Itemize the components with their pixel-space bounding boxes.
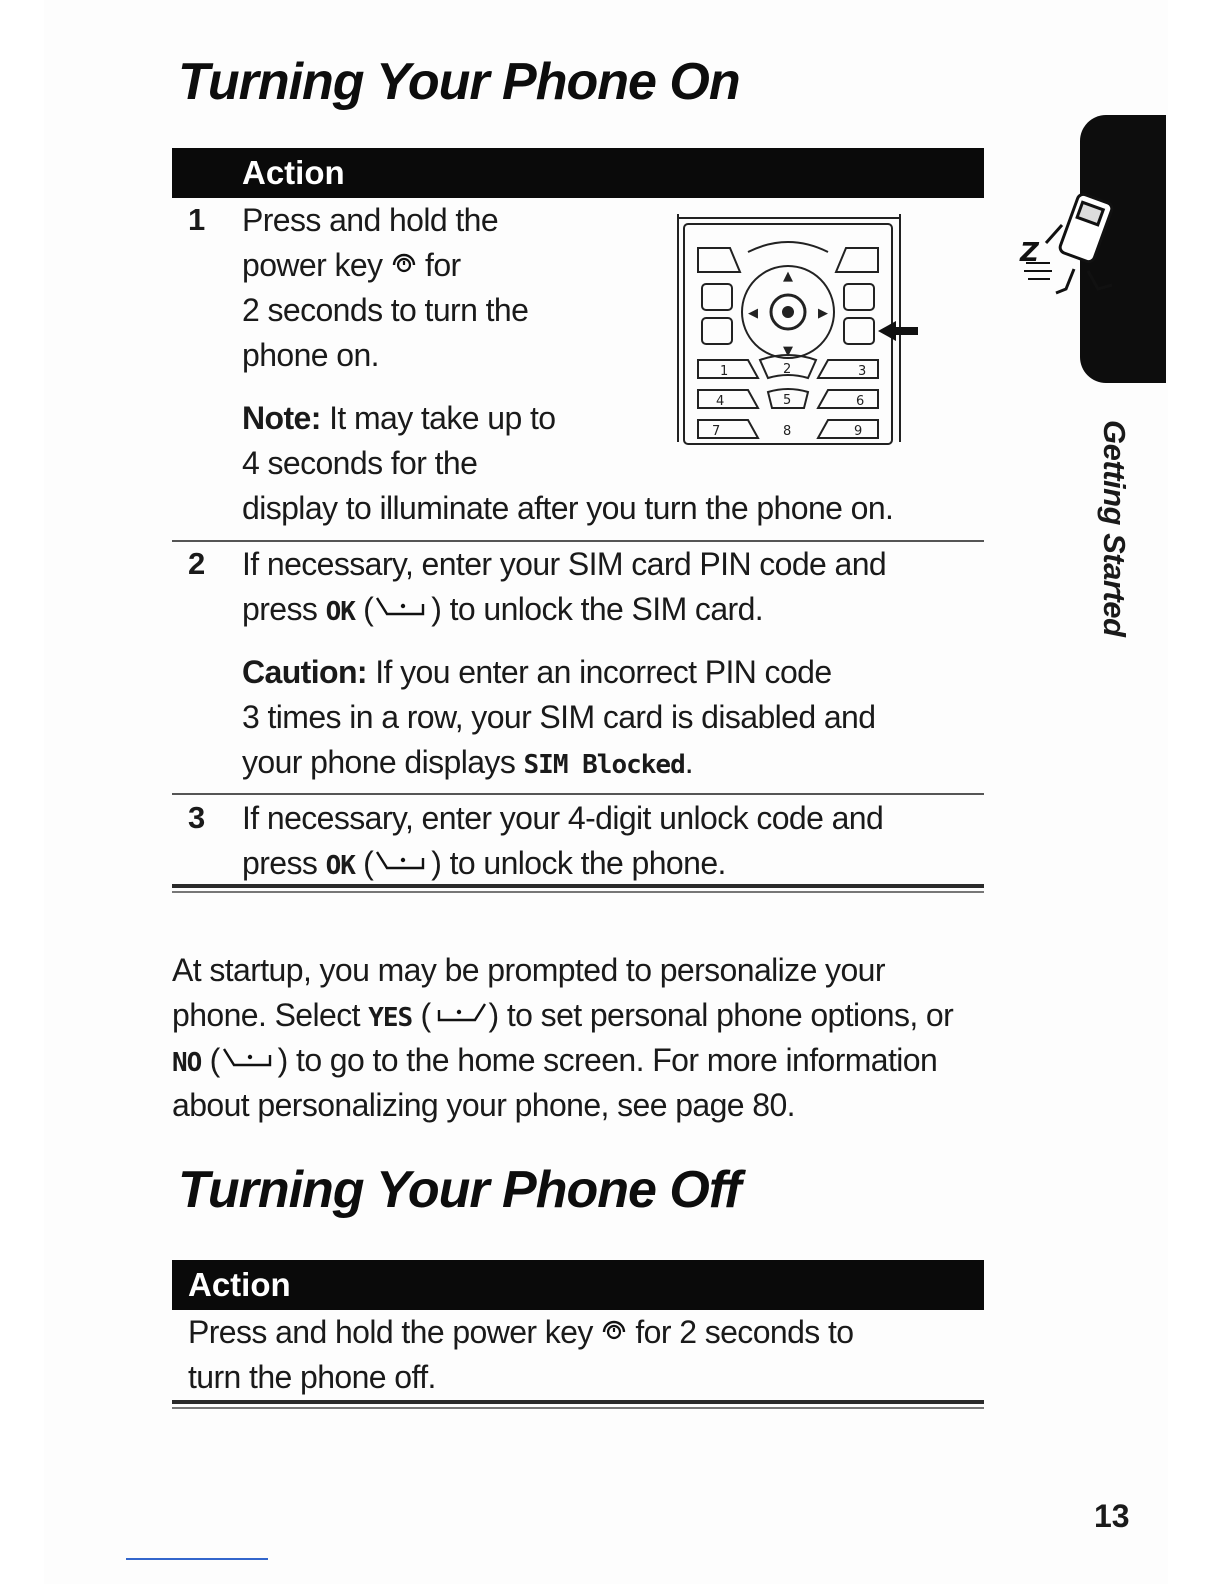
step-text: press OK ( ) to unlock the SIM card. — [242, 591, 764, 627]
running-phone-icon — [1016, 185, 1136, 305]
section-title-turn-on: Turning Your Phone On — [178, 53, 740, 111]
step-text: power key for — [242, 243, 461, 289]
svg-text:▼: ▼ — [783, 344, 793, 359]
row-divider — [172, 793, 984, 795]
step-number: 2 — [188, 546, 206, 581]
step-number: 1 — [188, 202, 206, 237]
display-message: SIM Blocked — [523, 750, 685, 780]
svg-text:9: 9 — [854, 424, 863, 439]
action-header: Action — [172, 148, 984, 198]
svg-text:▶: ▶ — [818, 306, 828, 321]
right-soft-key-icon — [373, 591, 431, 627]
softkey-label: OK — [325, 597, 355, 627]
caution-text: your phone displays SIM Blocked. — [242, 744, 694, 780]
phone-keypad-illustration — [668, 210, 918, 450]
caution-label: Caution: — [242, 654, 367, 690]
paragraph-line: At startup, you may be prompted to personalize your — [172, 952, 885, 988]
step-text: turn the phone off. — [188, 1359, 436, 1395]
svg-text:4: 4 — [716, 394, 725, 409]
svg-text:6: 6 — [856, 394, 865, 409]
table-end-rule — [172, 884, 984, 888]
note-label: Note: — [242, 400, 321, 436]
paragraph-line: phone. Select YES ( ) to set personal phone options, or — [172, 997, 954, 1033]
softkey-label: OK — [325, 851, 355, 881]
svg-text:▲: ▲ — [783, 269, 793, 284]
caution-text: Caution: If you enter an incorrect PIN code — [242, 654, 832, 690]
softkey-label: NO — [172, 1048, 202, 1078]
step-text: If necessary, enter your 4-digit unlock code and — [242, 800, 884, 836]
caution-text: 3 times in a row, your SIM card is disabled and — [242, 699, 876, 735]
svg-text:7: 7 — [712, 424, 721, 439]
step-text: 2 seconds to turn the — [242, 292, 529, 328]
table-end-rule — [172, 1400, 984, 1404]
left-soft-key-icon — [431, 997, 489, 1033]
note-text: Note: It may take up to — [242, 400, 556, 436]
svg-text:◀: ◀ — [748, 306, 758, 321]
softkey-label: YES — [368, 1003, 413, 1033]
page-number: 13 — [1094, 1498, 1130, 1534]
svg-text:Z: Z — [1020, 238, 1039, 268]
note-text: display to illuminate after you turn the phone on. — [242, 490, 894, 526]
step-text: press OK ( ) to unlock the phone. — [242, 845, 726, 881]
svg-text:2: 2 — [783, 362, 792, 377]
step-number: 3 — [188, 800, 206, 835]
right-soft-key-icon — [373, 845, 431, 881]
svg-text:5: 5 — [783, 393, 792, 408]
power-key-icon — [601, 1311, 627, 1356]
step-text: Press and hold the — [242, 202, 499, 238]
power-key-icon — [391, 244, 417, 289]
step-text: phone on. — [242, 337, 379, 373]
svg-text:1: 1 — [720, 364, 729, 379]
svg-text:3: 3 — [858, 364, 867, 379]
svg-text:8: 8 — [783, 424, 792, 439]
paragraph-line: about personalizing your phone, see page 80. — [172, 1087, 795, 1123]
chapter-label: Getting Started — [1097, 420, 1132, 637]
bottom-divider — [126, 1558, 268, 1560]
note-text: 4 seconds for the — [242, 445, 478, 481]
right-soft-key-icon — [220, 1042, 278, 1078]
step-text: Press and hold the power key for 2 seconds to — [188, 1310, 853, 1356]
section-title-turn-off: Turning Your Phone Off — [178, 1161, 741, 1219]
step-text: If necessary, enter your SIM card PIN code and — [242, 546, 887, 582]
action-header: Action — [172, 1260, 984, 1310]
paragraph-line: NO ( ) to go to the home screen. For more information — [172, 1042, 938, 1078]
